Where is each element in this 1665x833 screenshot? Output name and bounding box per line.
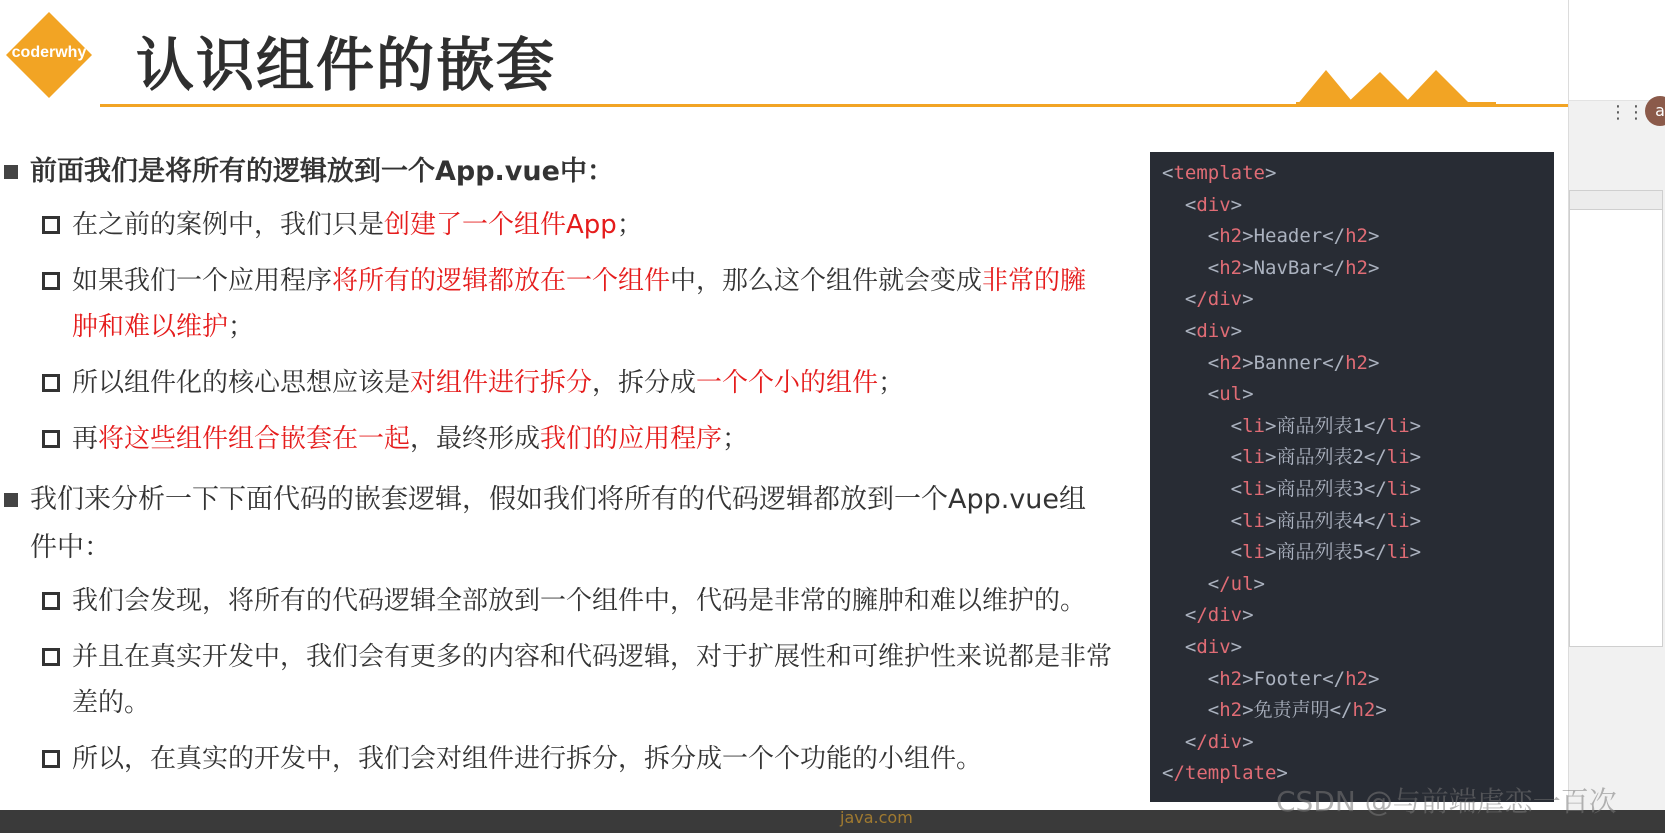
code-punct: </ [1322, 225, 1346, 248]
hollow-square-bullet-icon [42, 374, 60, 392]
code-tag: h2 [1219, 351, 1243, 374]
body-text: ； [878, 368, 905, 398]
code-line [1150, 569, 1554, 601]
code-punct: > [1242, 351, 1254, 374]
code-punct: < [1207, 699, 1220, 722]
bullet-level2 [72, 202, 1112, 248]
code-tag: li [1242, 446, 1265, 469]
document-window-header [1570, 191, 1662, 210]
code-punct: > [1367, 256, 1380, 279]
body-text: ； [616, 210, 643, 240]
code-tag: /div [1196, 604, 1243, 627]
code-tag: h2 [1345, 351, 1368, 374]
bullet-level1: 我们来分析一下下面代码的嵌套逻辑，假如我们将所有的代码逻辑都放到一个App.vue组件中： [30, 476, 1110, 572]
slide-content [0, 148, 1113, 792]
panel-top [1569, 0, 1665, 40]
code-punct: > [1264, 477, 1277, 500]
code-line [1150, 442, 1554, 474]
code-text: Header [1253, 225, 1323, 248]
bullet-level2 [72, 736, 1112, 782]
code-punct: > [1264, 541, 1277, 564]
code-punct: > [1409, 541, 1422, 564]
code-line [1150, 379, 1554, 411]
code-punct: > [1409, 477, 1422, 500]
body-text: 我们会发现，将所有的代码逻辑全部放到一个组件中，代码是非常的臃肿和难以维护的。 [72, 586, 1087, 616]
code-punct: > [1242, 225, 1254, 248]
code-line [1150, 664, 1554, 696]
code-punct: > [1242, 667, 1254, 690]
body-text: ，最终形成 [410, 424, 541, 454]
code-punct: < [1207, 667, 1220, 690]
bullet-level2 [72, 258, 1112, 350]
body-text: 所以组件化的核心思想应该是 [72, 368, 411, 398]
code-tag: /div [1196, 730, 1243, 753]
body-text: ； [722, 424, 749, 454]
code-line [1150, 221, 1554, 253]
code-punct: > [1230, 319, 1243, 342]
code-line [1150, 506, 1554, 538]
code-tag: /div [1196, 288, 1243, 311]
code-punct: </ [1363, 414, 1387, 437]
coderwhy-logo [4, 10, 90, 96]
code-punct: < [1230, 446, 1243, 469]
code-tag: h2 [1345, 256, 1368, 279]
code-text: 商品列表2 [1276, 446, 1364, 469]
toolbar [1569, 40, 1665, 123]
body-text: 再 [72, 424, 99, 454]
code-punct: < [1184, 730, 1197, 753]
code-line [1150, 600, 1554, 632]
code-text: 商品列表5 [1276, 541, 1364, 564]
highlight-text: 将这些组件组合嵌套在一起 [98, 424, 411, 454]
body-text: 并且在真实开发中，我们会有更多的内容和代码逻辑，对于扩展性和可维护性来说都是非常差的。 [72, 642, 1113, 718]
code-punct: < [1162, 162, 1174, 184]
code-punct: > [1264, 414, 1277, 437]
code-punct: < [1184, 319, 1197, 342]
code-tag: /template [1173, 762, 1277, 785]
code-punct: < [1184, 288, 1197, 311]
code-line [1150, 253, 1554, 285]
code-line [1150, 727, 1554, 759]
code-line [1150, 537, 1554, 569]
code-punct: </ [1363, 477, 1387, 500]
code-tag: li [1386, 477, 1410, 500]
highlight-text: 创建了一个组件App [384, 210, 617, 240]
code-line [1150, 632, 1554, 664]
code-line [1150, 316, 1554, 348]
code-line [1150, 695, 1554, 727]
code-punct: < [1207, 383, 1220, 406]
code-text: 免责声明 [1253, 699, 1330, 722]
highlight-text: 对组件进行拆分 [410, 368, 593, 398]
bullet-level2 [72, 634, 1112, 726]
code-punct: < [1184, 635, 1197, 658]
document-window [1569, 190, 1663, 647]
logo-text: coderwhy [11, 44, 87, 61]
code-tag: div [1196, 319, 1231, 342]
code-punct: > [1242, 604, 1254, 627]
code-punct: > [1367, 225, 1380, 248]
body-text: ； [228, 312, 255, 342]
code-punct: > [1253, 572, 1265, 595]
code-punct: > [1375, 699, 1387, 722]
bullet-level1: 前面我们是将所有的逻辑放到一个App.vue中： [30, 148, 1110, 196]
code-line [1150, 411, 1554, 443]
code-punct: > [1367, 351, 1380, 374]
body-text: ，拆分成 [592, 368, 697, 398]
code-tag: li [1386, 414, 1410, 437]
page-title: 认识组件的嵌套 [136, 31, 557, 99]
code-tag: li [1242, 541, 1265, 564]
code-tag: h2 [1219, 667, 1243, 690]
code-tag: li [1242, 477, 1265, 500]
hollow-square-bullet-icon [42, 648, 60, 666]
code-punct: > [1409, 414, 1422, 437]
code-tag: h2 [1219, 225, 1243, 248]
code-text: 商品列表1 [1276, 414, 1364, 437]
watermark: CSDN @与前端虐恋一百次 [1276, 785, 1617, 818]
code-punct: </ [1322, 351, 1346, 374]
code-punct: > [1242, 699, 1254, 722]
watermark-secondary: java.com [840, 808, 913, 827]
code-punct: < [1230, 414, 1243, 437]
code-tag: div [1196, 193, 1231, 216]
code-punct: > [1242, 256, 1254, 279]
apps-grid-icon[interactable]: ⋮⋮ [1609, 102, 1645, 123]
code-tag: li [1386, 446, 1410, 469]
code-tag: div [1196, 635, 1231, 658]
code-line [1150, 284, 1554, 316]
code-tag: li [1386, 541, 1410, 564]
code-punct: > [1242, 730, 1254, 753]
code-text: Footer [1253, 667, 1323, 690]
body-text: 中，那么这个组件就会变成 [670, 266, 983, 296]
browser-side-panel [1568, 0, 1665, 833]
code-punct: < [1230, 541, 1243, 564]
code-block [1150, 152, 1554, 802]
code-punct: </ [1322, 667, 1346, 690]
body-text: 在之前的案例中，我们只是 [72, 210, 385, 240]
code-text: Banner [1253, 351, 1323, 374]
code-tag: h2 [1345, 225, 1368, 248]
bullet-level2 [72, 416, 1112, 462]
code-line [1150, 474, 1554, 506]
body-text: 如果我们一个应用程序 [72, 266, 333, 296]
code-punct: < [1230, 509, 1243, 532]
code-punct: < [1207, 572, 1220, 595]
code-punct: > [1409, 446, 1422, 469]
code-punct: </ [1363, 509, 1387, 532]
code-punct: > [1242, 288, 1254, 311]
code-punct: > [1230, 193, 1243, 216]
code-punct: > [1367, 667, 1380, 690]
code-tag: /ul [1219, 572, 1254, 595]
mountains-decoration [1296, 66, 1496, 106]
code-line [1150, 158, 1554, 190]
code-punct: < [1184, 604, 1197, 627]
hollow-square-bullet-icon [42, 750, 60, 768]
code-punct: </ [1363, 446, 1387, 469]
code-text: NavBar [1253, 256, 1323, 279]
hollow-square-bullet-icon [42, 430, 60, 448]
highlight-text: 一个个小的组件 [696, 368, 879, 398]
code-tag: template [1173, 162, 1265, 184]
code-punct: </ [1329, 699, 1353, 722]
code-text: 商品列表4 [1276, 509, 1364, 532]
code-line [1150, 348, 1554, 380]
highlight-text: 将所有的逻辑都放在一个组件 [332, 266, 671, 296]
code-tag: li [1242, 509, 1265, 532]
code-punct: </ [1363, 541, 1387, 564]
bullet-level2 [72, 578, 1112, 624]
code-punct: < [1207, 256, 1220, 279]
highlight-text: 非常的臃肿和难以维护 [72, 266, 1087, 342]
code-punct: > [1409, 509, 1422, 532]
code-tag: h2 [1345, 667, 1368, 690]
code-punct: < [1207, 351, 1220, 374]
code-punct: < [1230, 477, 1243, 500]
code-punct: < [1207, 225, 1220, 248]
code-punct: < [1162, 762, 1174, 785]
body-text: 所以，在真实的开发中，我们会对组件进行拆分，拆分成一个个功能的小组件。 [72, 744, 983, 774]
hollow-square-bullet-icon [42, 216, 60, 234]
highlight-text: 我们的应用程序 [540, 424, 723, 454]
code-line [1150, 190, 1554, 222]
code-tag: li [1242, 414, 1265, 437]
code-tag: h2 [1219, 699, 1243, 722]
code-punct: > [1242, 383, 1254, 406]
code-punct: < [1184, 193, 1197, 216]
code-tag: li [1386, 509, 1410, 532]
code-punct: > [1276, 762, 1288, 785]
code-tag: h2 [1219, 256, 1243, 279]
code-punct: > [1264, 446, 1277, 469]
avatar[interactable]: a [1645, 96, 1665, 126]
hollow-square-bullet-icon [42, 272, 60, 290]
hollow-square-bullet-icon [42, 592, 60, 610]
code-tag: h2 [1352, 699, 1376, 722]
code-text: 商品列表3 [1276, 477, 1364, 500]
code-tag: ul [1219, 383, 1243, 406]
code-punct: > [1264, 509, 1277, 532]
square-bullet-icon [4, 165, 18, 179]
code-punct: > [1264, 162, 1277, 184]
code-punct: </ [1322, 256, 1346, 279]
bullet-level2 [72, 360, 1112, 406]
code-punct: > [1230, 635, 1243, 658]
square-bullet-icon [4, 493, 18, 507]
